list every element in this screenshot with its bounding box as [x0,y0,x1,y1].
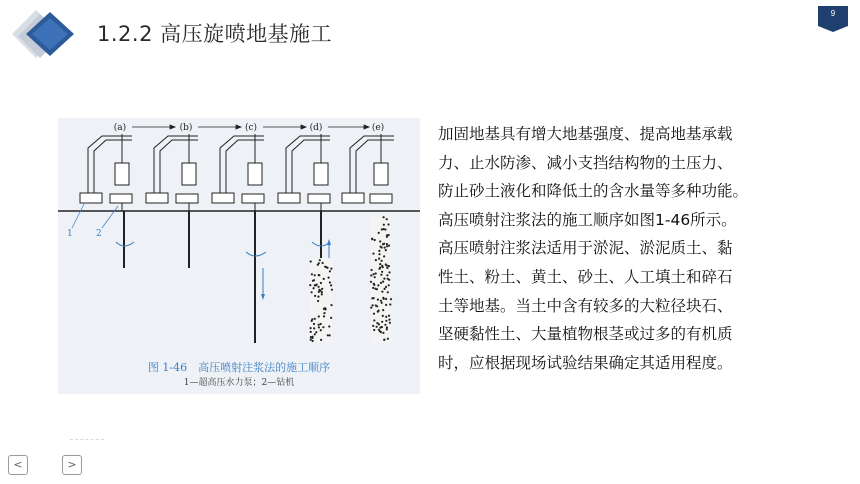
part-label-2: 2 [96,229,102,239]
body-line: 坚硬黏性土、大量植物根茎或过多的有机质 [438,325,733,344]
body-line: 性土、粉土、黄土、砂土、人工填土和碎石 [438,267,733,286]
body-line: 加固地基具有增大地基强度、提高地基承载 [438,125,733,143]
stage-label-b: (b) [179,123,193,133]
body-line: 时，应根据现场试验结果确定其适用程度。 [438,353,733,372]
part-label-1: 1 [67,229,73,239]
next-slide-button[interactable]: > [62,455,82,475]
page-number: 9 [830,9,836,18]
body-paragraph [438,120,790,377]
divider [70,439,104,440]
stage-label-a: (a) [113,123,127,133]
figure-caption: 图 1-46 高压喷射注浆法的施工顺序 [147,361,331,374]
body-line: 力、止水防渗、减小支挡结构物的土压力、 [438,153,733,172]
stage-label-e: (e) [371,123,385,133]
figure-diagram [58,118,420,358]
prev-slide-button[interactable]: < [8,455,28,475]
body-line: 高压喷射注浆法的施工顺序如图1-46所示。 [438,210,737,229]
stage-label-c: (c) [244,123,258,133]
body-line: 防止砂土液化和降低土的含水量等多种功能。 [438,182,749,201]
slide-title: 1.2.2 高压旋喷地基施工 [97,22,333,46]
slide-logo-icon [10,8,82,60]
body-line: 高压喷射注浆法适用于淤泥、淤泥质土、黏 [438,239,733,258]
figure-legend: 1—超高压水力泵；2—钻机 [183,378,295,388]
construction-sequence-figure [58,118,420,394]
body-line: 土等地基。当土中含有较多的大粒径块石、 [438,296,733,315]
stage-label-d: (d) [309,123,323,133]
